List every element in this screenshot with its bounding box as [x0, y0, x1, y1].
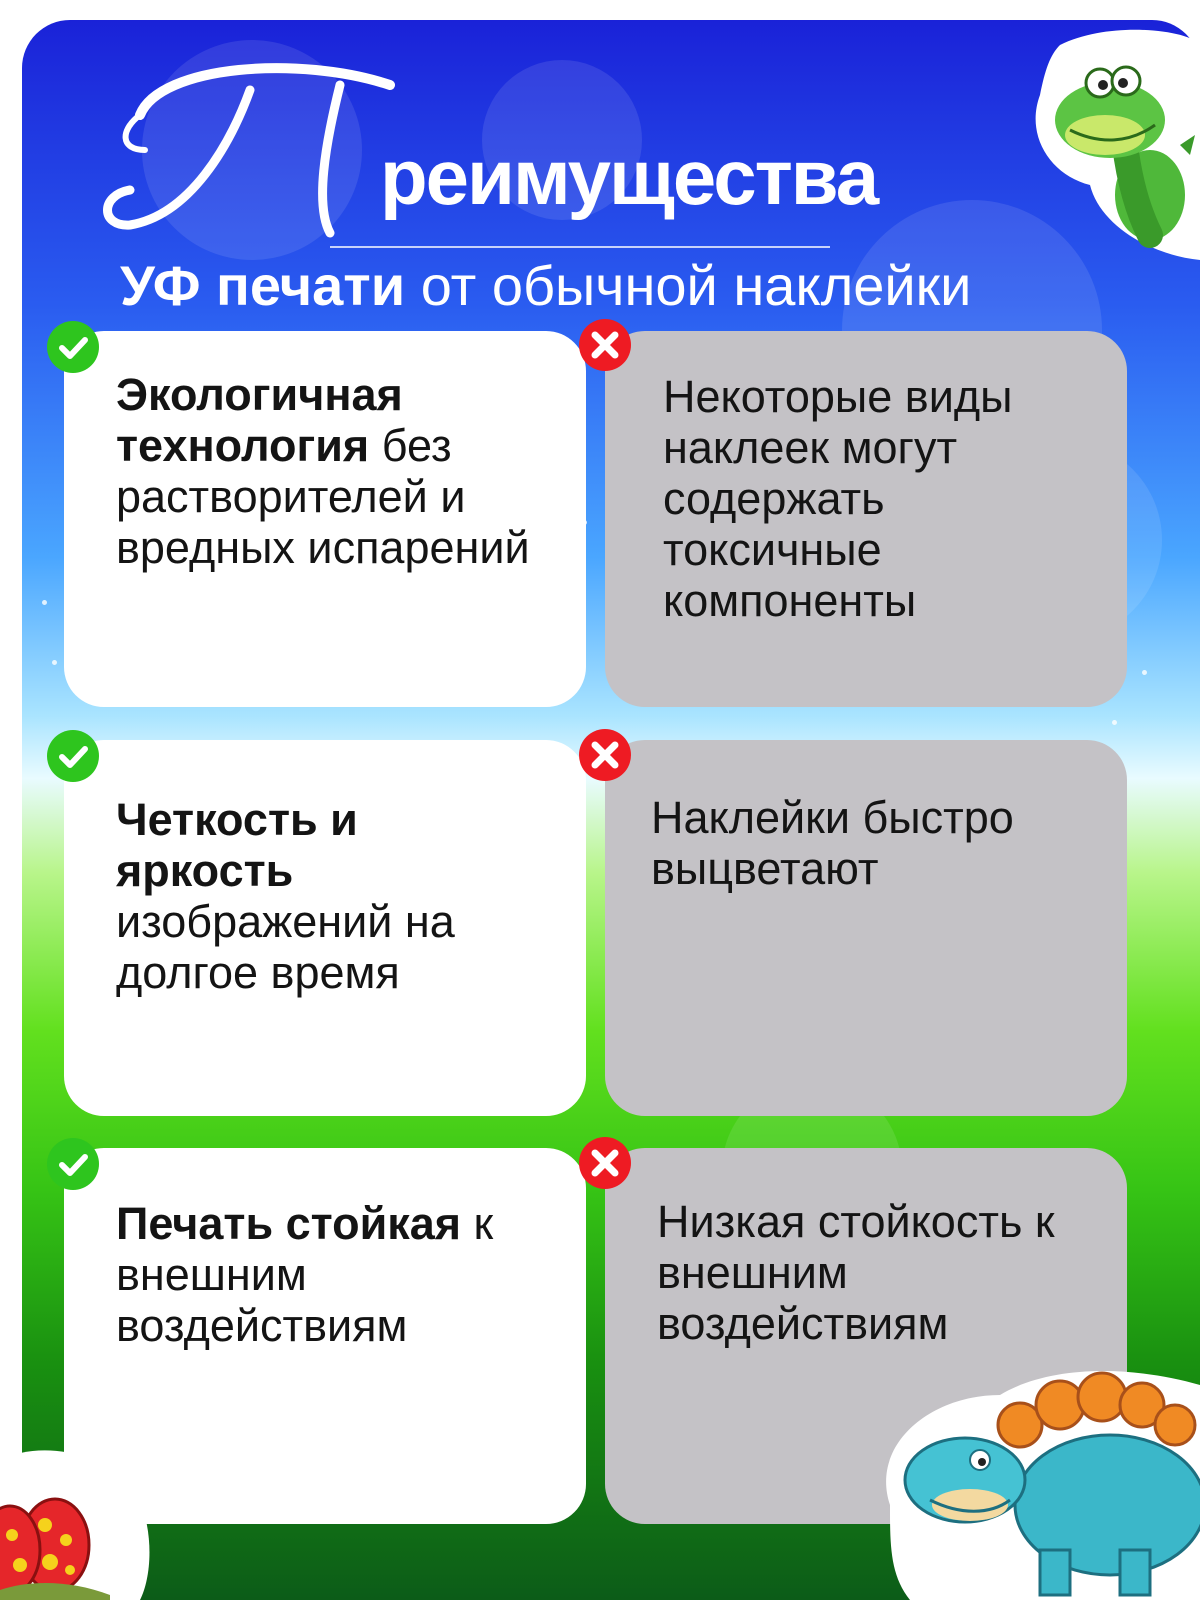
pro-card-regular: к внешним воздействиям: [116, 1198, 494, 1351]
pro-card-bold: Четкость и яркость: [116, 794, 358, 896]
con-card-text: Низкая стойкость к внешним воздействиям: [657, 1196, 1055, 1349]
con-card-text: Некоторые виды наклеек могут содержать токсичные компоненты: [663, 371, 1013, 626]
cross-icon: [579, 729, 631, 781]
pro-card-2: [64, 740, 586, 1116]
blue-stegosaurus-sticker: [870, 1355, 1200, 1600]
pro-card-1: [64, 331, 586, 707]
dinosaur-eggs-sticker: [0, 1440, 150, 1600]
check-icon: [47, 730, 99, 782]
con-card-2: [605, 740, 1127, 1116]
sparkle: [1142, 670, 1147, 675]
green-dinosaur-sticker: [1030, 25, 1200, 260]
pro-card-bold: Печать стойкая: [116, 1198, 462, 1249]
sparkle: [1112, 720, 1117, 725]
pro-card-text: [116, 1198, 556, 1351]
con-card-1: [605, 331, 1127, 707]
title-script-letter: [100, 55, 420, 245]
pro-card-regular: без растворителей и вредных испарений: [116, 420, 530, 573]
pro-card-regular: изображений на долгое время: [116, 896, 455, 998]
check-icon: [47, 1138, 99, 1190]
check-icon: [47, 321, 99, 373]
cross-icon: [579, 1137, 631, 1189]
page-title: реимущества: [380, 133, 878, 221]
con-card-text: Наклейки быстро выцветают: [651, 792, 1014, 894]
cross-icon: [579, 319, 631, 371]
pro-card-text: [116, 794, 516, 998]
title-underline: [330, 246, 830, 248]
sparkle: [52, 660, 57, 665]
pro-card-text: [116, 369, 546, 573]
page-subtitle: [120, 255, 971, 317]
subtitle-regular: от обычной наклейки: [420, 254, 972, 317]
subtitle-bold: УФ печати: [120, 254, 406, 317]
pro-card-bold: Экологичная технология: [116, 369, 403, 471]
sparkle: [42, 600, 47, 605]
